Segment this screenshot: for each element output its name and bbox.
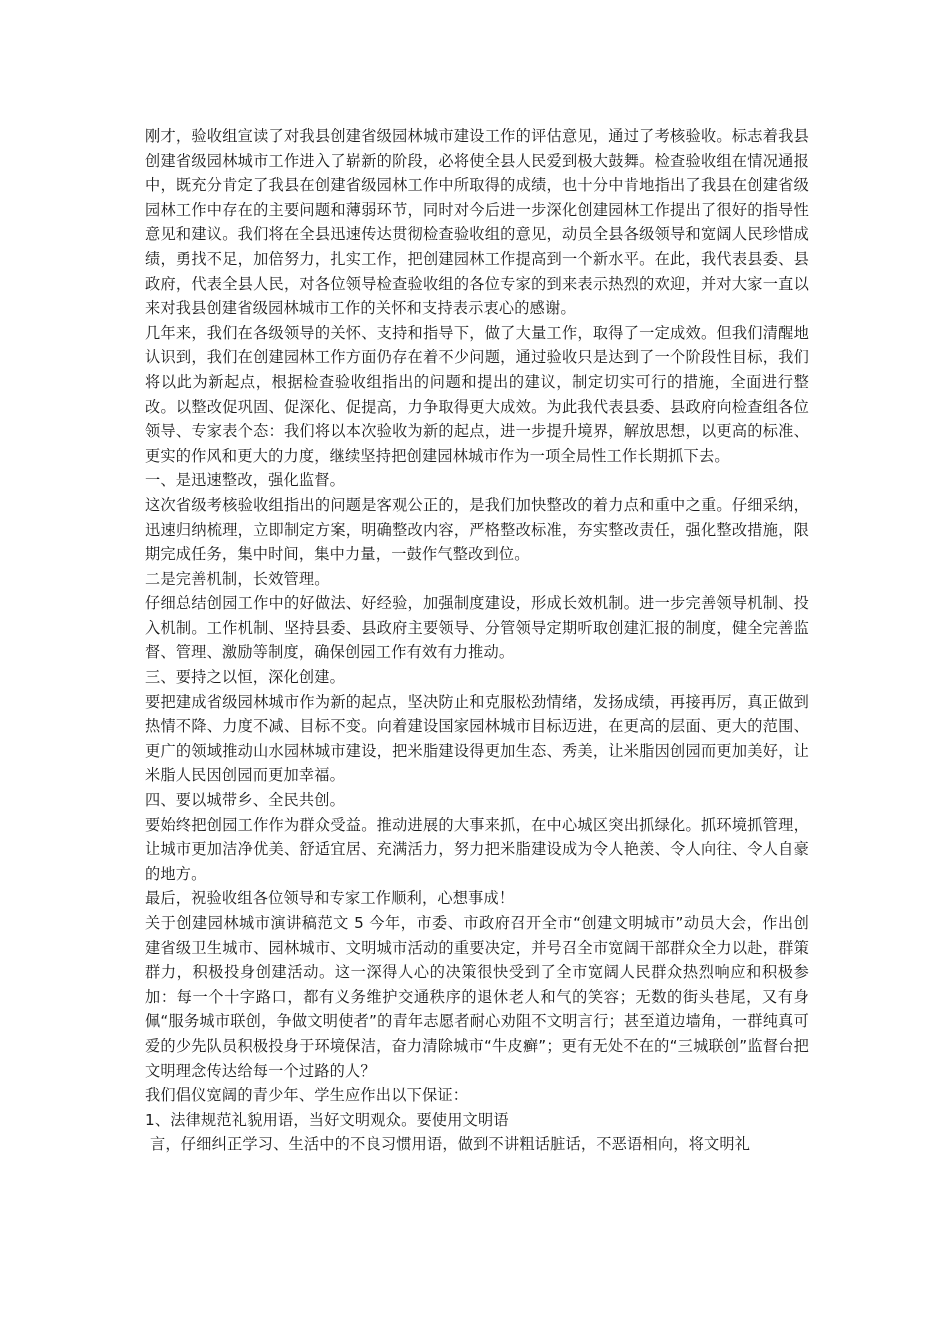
paragraph-point-four: 要始终把创园工作作为群众受益。推动进展的大事来抓，在中心城区突出抓绿化。抓环境抓管理，让城市更加洁净优美、舒适宜居、充满活力，努力把米脂建设成为令人艳羡、令人向往、令人自豪的地方。 xyxy=(145,815,809,883)
paragraph-point-two: 仔细总结创园工作中的好做法、好经验，加强制度建设，形成长效机制。进一步完善领导机制、投入机制。工作机制、坚持县委、县政府主要领导、分管领导定期听取创建汇报的制度，健全完善监督、管理、激励等制度，确保创园工作有效有力推动。 xyxy=(145,594,809,662)
paragraph-opening: 刚才，验收组宣读了对我县创建省级园林城市建设工作的评估意见，通过了考核验收。标志着我县创建省级园林城市工作进入了崭新的阶段，必将使全县人民爱到极大鼓舞。检查验收组在情况通报中，既充分肯定了我县在创建省级园林工作中所取得的成绩，也十分中肯地指出了我县在创建省级园林工作中存在的主要问题和薄弱环节，同时对今后进一步深化创建园林工作提出了很好的指导性意见和建议。我们将在全县迅速传达贯彻检查验收组的意见，动员全县各级领导和宽阔人民珍惜成绩，勇找不足，加倍努力，扎实工作，把创建园林工作提高到一个新水平。在此，我代表县委、县政府，代表全县人民，对各位领导检查验收组的各位专家的到来表示热烈的欢迎，并对大家一直以来对我县创建省级园林城市工作的关怀和支持表示衷心的感谢。 xyxy=(145,127,809,318)
heading-point-two: 二是完善机制，长效管理。 xyxy=(145,569,330,588)
pledge-item-one: 1、法律规范礼貌用语，当好文明观众。要使用文明语 xyxy=(145,1110,509,1129)
paragraph-commitment: 几年来，我们在各级领导的关怀、支持和指导下，做了大量工作，取得了一定成效。但我们清醒地认识到，我们在创建园林工作方面仍存在着不少问题，通过验收只是达到了一个阶段性目标，我们将以此为新起点，根据检查验收组指出的问题和提出的建议，制定切实可行的措施，全面进行整改。以整改促巩固、促深化、促提高，力争取得更大成效。为此我代表县委、县政府向检查组各位领导、专家表个态：我们将以本次验收为新的起点，进一步提升境界，解放思想，以更高的标准、更实的作风和更大的力度，继续坚持把创建园林城市作为一项全局性工作长期抓下去。 xyxy=(145,323,809,465)
heading-point-one: 一、是迅速整改，强化监督。 xyxy=(145,471,346,490)
heading-point-four: 四、要以城带乡、全民共创。 xyxy=(145,791,346,810)
heading-point-three: 三、要持之以恒，深化创建。 xyxy=(145,668,346,687)
paragraph-point-three: 要把建成省级园林城市作为新的起点，坚决防止和克服松劲情绪，发扬成绩，再接再厉，真正做到热情不降、力度不减、目标不变。向着建设国家园林城市目标迈进，在更高的层面、更大的范围、更广的领域推动山水园林城市建设，把米脂建设得更加生态、秀美，让米脂因创园而更加美好，让米脂人民因创园而更加幸福。 xyxy=(145,692,809,785)
paragraph-point-one: 这次省级考核验收组指出的问题是客观公正的，是我们加快整改的着力点和重中之重。仔细采纳，迅速归纳梳理，立即制定方案，明确整改内容，严格整改标准，夯实整改责任，强化整改措施，限期完成任务，集中时间，集中力量，一鼓作气整改到位。 xyxy=(145,495,809,564)
paragraph-closing: 最后，祝验收组各位领导和专家工作顺利，心想事成！ xyxy=(145,889,515,908)
pledge-item-one-continued: 言，仔细纠正学习、生活中的不良习惯用语，做到不讲粗话脏话，不恶语相向，将文明礼 xyxy=(145,1135,751,1154)
paragraph-pledge-intro: 我们倡仪宽阔的青少年、学生应作出以下保证： xyxy=(145,1086,469,1105)
document-body xyxy=(145,124,809,1157)
paragraph-speech-five: 关于创建园林城市演讲稿范文 5 今年，市委、市政府召开全市“创建文明城市”动员大会，作出创建省级卫生城市、园林城市、文明城市活动的重要决定，并号召全市宽阔干部群众全力以赴，群策群力，积极投身创建活动。这一深得人心的决策很快受到了全市宽阔人民群众热烈响应和积极参加：每一个十字路口，都有义务维护交通秩序的退休老人和气的笑容；无数的街头巷尾，又有身佩“服务城市联创，争做文明使者”的青年志愿者耐心劝阻不文明言行；甚至道边墙角，一群纯真可爱的少先队员积极投身于环境保洁，奋力清除城市“牛皮癣”；更有无处不在的“三城联创”监督台把文明理念传达给每一个过路的人？ xyxy=(145,914,809,1080)
